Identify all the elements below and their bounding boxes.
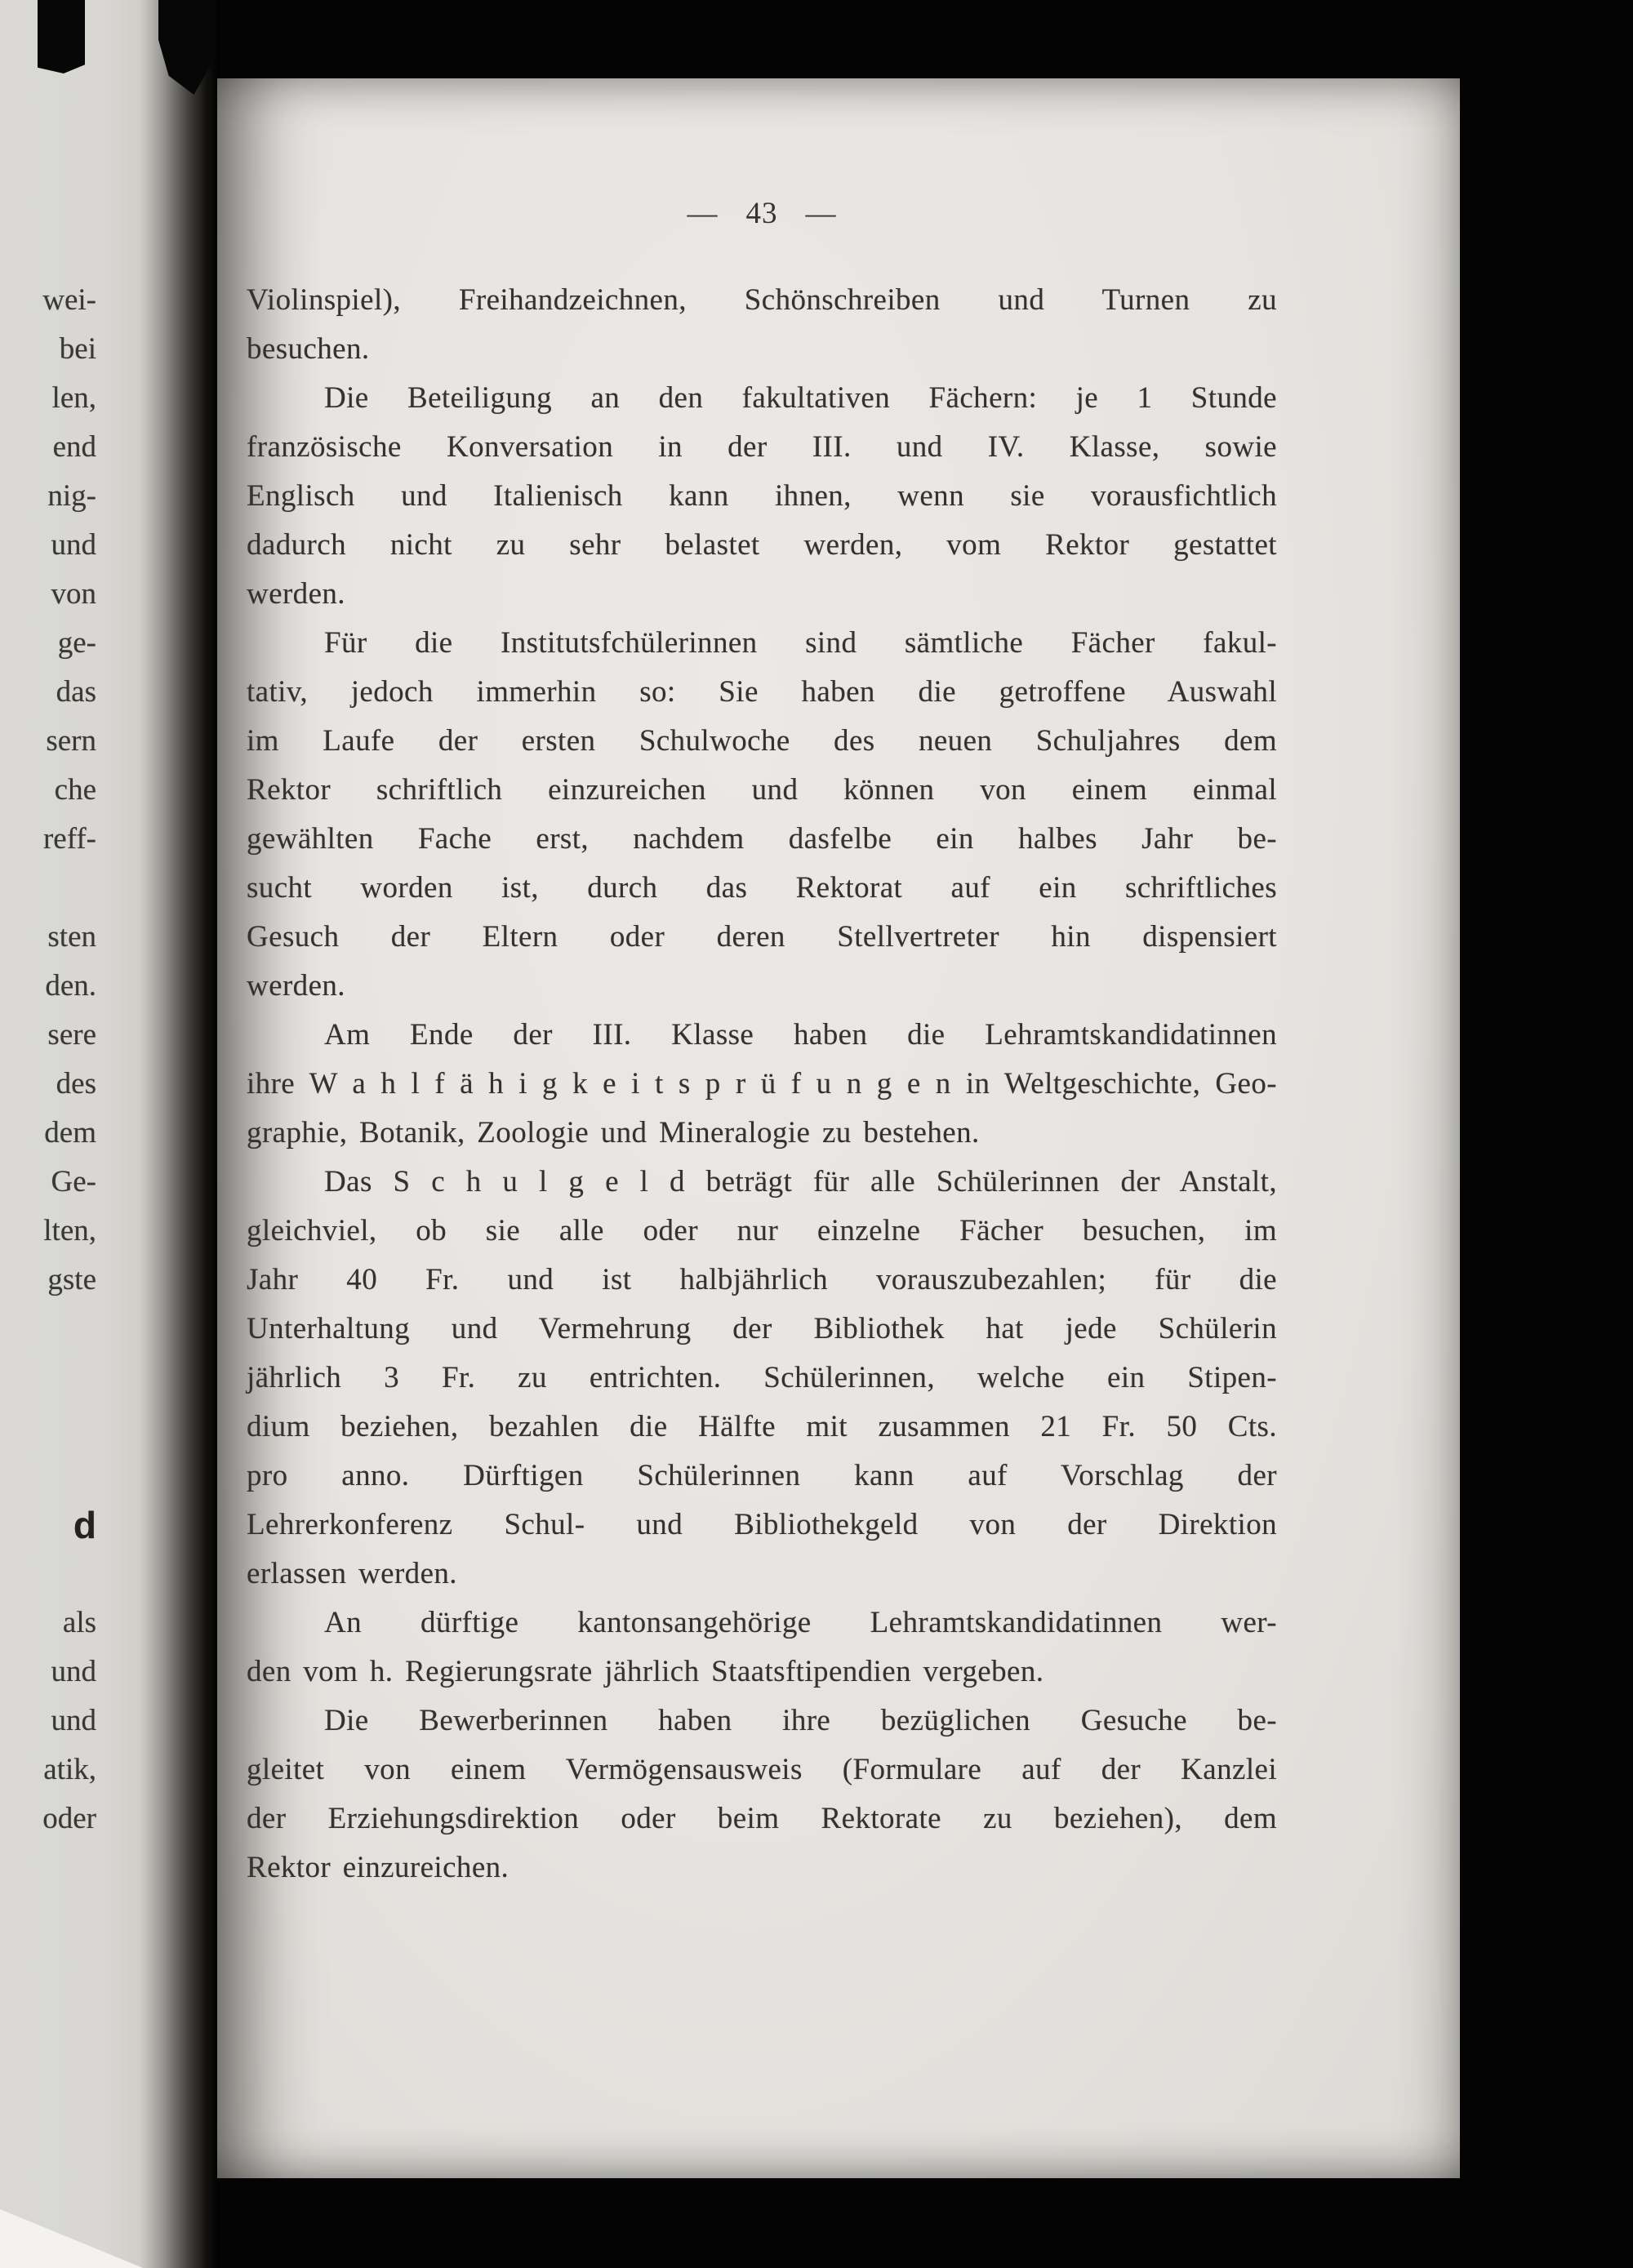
left-page-fragment: che [54, 773, 96, 807]
left-page-fragment: oder [42, 1802, 96, 1835]
text-line: besuchen. [247, 332, 370, 366]
page-header [247, 196, 1277, 245]
text-line: im Laufe der ersten Schulwoche des neuen Schuljahres dem [247, 724, 1277, 758]
left-page-fragment: dem [44, 1116, 96, 1150]
text-line: den vom h. Regierungsrate jährlich Staatsftipendien vergeben. [247, 1655, 1044, 1688]
left-page-fragment: lten, [43, 1214, 96, 1247]
left-page-fragment: und [51, 1655, 96, 1688]
left-page-fragment: wei- [42, 283, 96, 317]
scan-artifact-mark [38, 0, 85, 73]
header-dash-right: — [805, 197, 837, 230]
left-page-fragment: gste [47, 1263, 96, 1296]
paragraph [247, 1599, 1277, 1697]
left-page-fragments [0, 276, 96, 1843]
text-line: Gesuch der Eltern oder deren Stellvertreter hin dispensiert [247, 920, 1277, 954]
left-page-fragment: reff- [42, 822, 96, 856]
left-page-fragment: sern [46, 724, 96, 758]
body-text [247, 276, 1277, 1892]
text-line: werden. [247, 577, 345, 611]
text-line: tativ, jedoch immerhin so: Sie haben die getroffene Auswahl [247, 675, 1277, 709]
text-line: ihre W a h l f ä h i g k e i t s p r ü f u n g e n in Weltgeschichte, Geo- [247, 1067, 1277, 1101]
left-page-fragment: das [56, 675, 96, 709]
text-line: dadurch nicht zu sehr belastet werden, vom Rektor gestattet [247, 528, 1277, 562]
paragraph [247, 1158, 1277, 1599]
left-page-fragment-blank [0, 1305, 96, 1354]
text-line: Jahr 40 Fr. und ist halbjährlich vorauszubezahlen; für die [247, 1263, 1277, 1296]
text-line: sucht worden ist, durch das Rektorat auf ein schriftliches [247, 871, 1277, 905]
left-page-fragment: bei [59, 332, 96, 366]
text-line: der Erziehungsdirektion oder beim Rektorate zu beziehen), dem [247, 1802, 1277, 1835]
text-line: pro anno. Dürftigen Schülerinnen kann auf Vorschlag der [247, 1459, 1277, 1492]
left-page-fragment: von [51, 577, 96, 611]
text-line: dium beziehen, bezahlen die Hälfte mit zusammen 21 Fr. 50 Cts. [247, 1410, 1277, 1443]
text-line: erlassen werden. [247, 1557, 457, 1590]
text-line: werden. [247, 969, 345, 1003]
left-page-fragment: und [51, 1704, 96, 1737]
left-page-fragment-blank [0, 1550, 96, 1599]
left-page-fragment-blank [0, 864, 96, 913]
text-line: Die Bewerberinnen haben ihre bezüglichen Gesuche be- [324, 1704, 1277, 1737]
left-page-fragment: als [62, 1606, 96, 1639]
paragraph [247, 374, 1277, 619]
left-page-fragment-blank [0, 1354, 96, 1403]
left-page-fragment: d [73, 1504, 96, 1546]
text-line: Unterhaltung und Vermehrung der Bibliothek hat jede Schülerin [247, 1312, 1277, 1345]
left-page-fragment: den. [45, 969, 96, 1003]
text-line: graphie, Botanik, Zoologie und Mineralogie zu bestehen. [247, 1116, 980, 1150]
text-line: An dürftige kantonsangehörige Lehramtskandidatinnen wer- [324, 1606, 1277, 1639]
paragraph [247, 1697, 1277, 1892]
text-line: Die Beteiligung an den fakultativen Fächern: je 1 Stunde [324, 381, 1277, 415]
left-page-fragment: sten [47, 920, 96, 954]
page-number: 43 [745, 197, 778, 230]
text-line: französische Konversation in der III. und IV. Klasse, sowie [247, 430, 1277, 464]
left-page-fragment: sere [47, 1018, 96, 1052]
text-line: Violinspiel), Freihandzeichnen, Schönschreiben und Turnen zu [247, 283, 1277, 317]
text-line: gleichviel, ob sie alle oder nur einzelne Fächer besuchen, im [247, 1214, 1277, 1247]
header-dash-left: — [687, 197, 719, 230]
left-page-fragment: Ge- [51, 1165, 96, 1198]
left-page-fragment: nig- [47, 479, 96, 513]
left-page-fragment: ge- [57, 626, 96, 660]
paragraph [247, 1011, 1277, 1158]
text-line: gewählten Fache erst, nachdem dasfelbe ein halbes Jahr be- [247, 822, 1277, 856]
text-line: Englisch und Italienisch kann ihnen, wenn sie vorausfichtlich [247, 479, 1277, 513]
left-page-fragment: len, [51, 381, 96, 415]
left-page-fragment: end [52, 430, 96, 464]
text-line: gleitet von einem Vermögensausweis (Formulare auf der Kanzlei [247, 1753, 1277, 1786]
text-line: jährlich 3 Fr. zu entrichten. Schülerinnen, welche ein Stipen- [247, 1361, 1277, 1394]
left-page-fragment: des [56, 1067, 96, 1101]
paragraph [247, 276, 1277, 374]
text-line: Das S c h u l g e l d beträgt für alle Schülerinnen der Anstalt, [324, 1165, 1277, 1198]
left-page-fragment-blank [0, 1403, 96, 1452]
text-line: Rektor schriftlich einzureichen und können von einem einmal [247, 773, 1277, 807]
text-line: Lehrerkonferenz Schul- und Bibliothekgeld von der Direktion [247, 1508, 1277, 1541]
text-line: Für die Institutsfchülerinnen sind sämtliche Fächer fakul- [324, 626, 1277, 660]
text-line: Am Ende der III. Klasse haben die Lehramtskandidatinnen [324, 1018, 1277, 1052]
left-page-fragment-blank [0, 1452, 96, 1501]
paragraph [247, 619, 1277, 1011]
text-line: Rektor einzureichen. [247, 1851, 509, 1884]
left-page-fragment: atik, [43, 1753, 96, 1786]
previous-page-sliver [0, 0, 219, 2268]
left-page-fragment: und [51, 528, 96, 562]
